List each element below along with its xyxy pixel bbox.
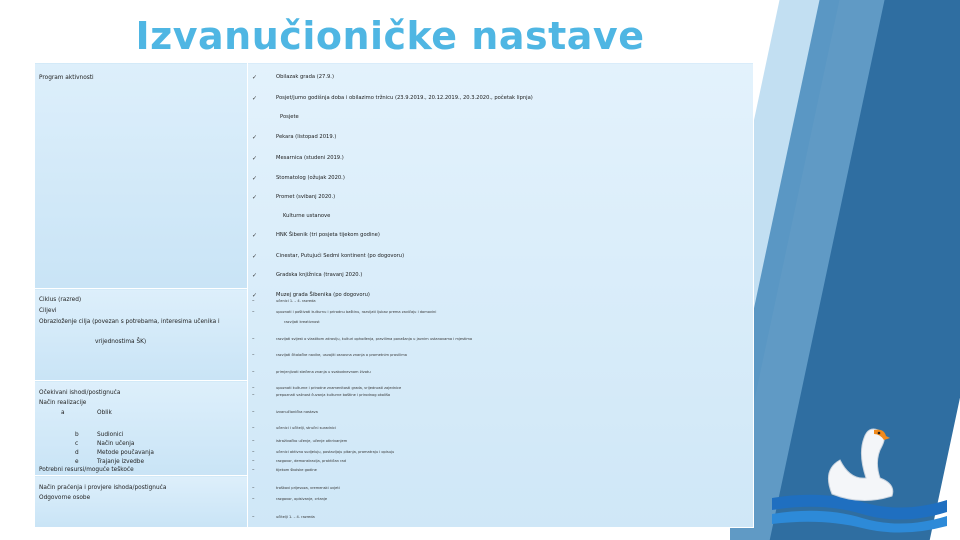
left-cell-evaluation	[35, 476, 248, 528]
list-item: – upoznati kulturne i prirodne znamenitosti grada, vrijednosti zajednice	[252, 385, 402, 391]
list-item: – razgovor, opisivanje, crtanje	[252, 496, 328, 502]
list-item: – učitelji 1. – 4. razreda	[252, 514, 315, 520]
label-nacin-ucenja: Način učenja	[97, 441, 135, 447]
left-cell-realization	[35, 381, 248, 476]
list-item: ✓ Promet (svibanj 2020.)	[252, 194, 336, 201]
label-a: a	[61, 410, 65, 416]
list-item: ✓ Gradska knjižnica (travanj 2020.)	[252, 272, 363, 279]
label-ocekivani: Očekivani ishodi/postignuća	[39, 390, 121, 396]
left-cell-program	[35, 63, 248, 289]
label-oblik: Oblik	[97, 410, 112, 416]
list-item: ✓ Stomatolog (ožujak 2020.)	[252, 175, 345, 182]
label-ciljevi: Ciljevi	[39, 308, 57, 314]
list-item: ✓ HNK Šibenik (tri posjeta tijekom godine)	[252, 232, 380, 239]
label-vrijednosti: vrijednostima ŠK)	[95, 339, 147, 345]
list-item: – učenici i učitelji, stručni suradnici	[252, 425, 336, 431]
list-item: – primjenjivati stečena znanja u svakodnevnom životu	[252, 369, 371, 375]
label-odgovorne: Odgovorne osobe	[39, 495, 91, 501]
list-item: ✓ Pekara (listopad 2019.)	[252, 134, 337, 141]
list-item: ✓ Obilazak grada (27.9.)	[252, 74, 334, 81]
left-cell-goals	[35, 289, 248, 381]
list-item: – troškovi prijevoza, vremenski uvjeti	[252, 485, 340, 491]
page-title: Izvanučioničke nastave	[135, 14, 645, 58]
list-item: ✓ Cinestar, Putujući Sedmi kontinent (po dogovoru)	[252, 253, 405, 260]
label-b: b	[75, 432, 79, 438]
list-item: – razvijati čitalačke navike, usvojiti osnovna znanja o prometnim pravilima	[252, 352, 407, 358]
list-item: – tijekom školske godine	[252, 467, 317, 473]
label-trajanje: Trajanje izvedbe	[97, 459, 145, 465]
list-item: ✓ Muzej grada Šibenika (po dogovoru)	[252, 292, 370, 299]
label-ciklus: Ciklus (razred)	[39, 297, 82, 303]
list-item: – učenici 1. – 4. razreda	[252, 298, 316, 304]
list-item: – razvijati svijest o vlastitom zdravlju, kulturi ophođenja, pravilima ponašanja u javnim ustanovama i mjestima	[252, 336, 473, 342]
label-program: Program aktivnosti	[39, 75, 94, 81]
label-e: e	[75, 459, 79, 465]
label-obrazlozenje: Obrazloženje cilja (povezan s potrebama, interesima učenika i	[39, 319, 220, 325]
list-item: – istraživačko učenje, učenje otkrivanjem	[252, 438, 348, 444]
label-c: c	[75, 441, 79, 447]
label-d: d	[75, 450, 79, 456]
list-item: – izvanučionička nastava	[252, 409, 318, 415]
list-item: – učenici aktivno sudjeluju, postavljaju pitanja, promatraju i opisuju	[252, 449, 395, 455]
section-heading: Kulturne ustanove	[283, 213, 331, 219]
program-table	[34, 62, 754, 528]
swan-illustration	[762, 420, 952, 535]
label-potrebni: Potrebni resursi/moguće teškoće	[39, 467, 134, 473]
label-nacin-realizacije: Način realizacije	[39, 400, 87, 406]
list-item: razvijati kreativnost	[284, 320, 320, 324]
list-item: – upoznati i poštivati kulturnu i prirodnu baštinu, razvijati ljubav prema zavičaju i domovini	[252, 309, 437, 315]
section-heading: Posjete	[280, 114, 299, 120]
label-sudionici: Sudionici	[97, 432, 124, 438]
right-cell-content	[248, 63, 754, 528]
label-metode: Metode poučavanja	[97, 450, 154, 456]
label-pracenje: Način praćenja i provjere ishoda/postignuća	[39, 485, 167, 491]
list-item: ✓ Posjet/jumo godišnja doba i obilazimo tržnicu (23.9.2019., 20.12.2019., 20.3.2020., početak lipnja)	[252, 95, 533, 102]
list-item: ✓ Mesarnica (studeni 2019.)	[252, 155, 344, 162]
list-item: – razgovor, demonstracija, praktičan rad	[252, 458, 347, 464]
list-item: – prepoznati važnost čuvanja kulturne baštine i prirodnog okoliša	[252, 392, 391, 398]
